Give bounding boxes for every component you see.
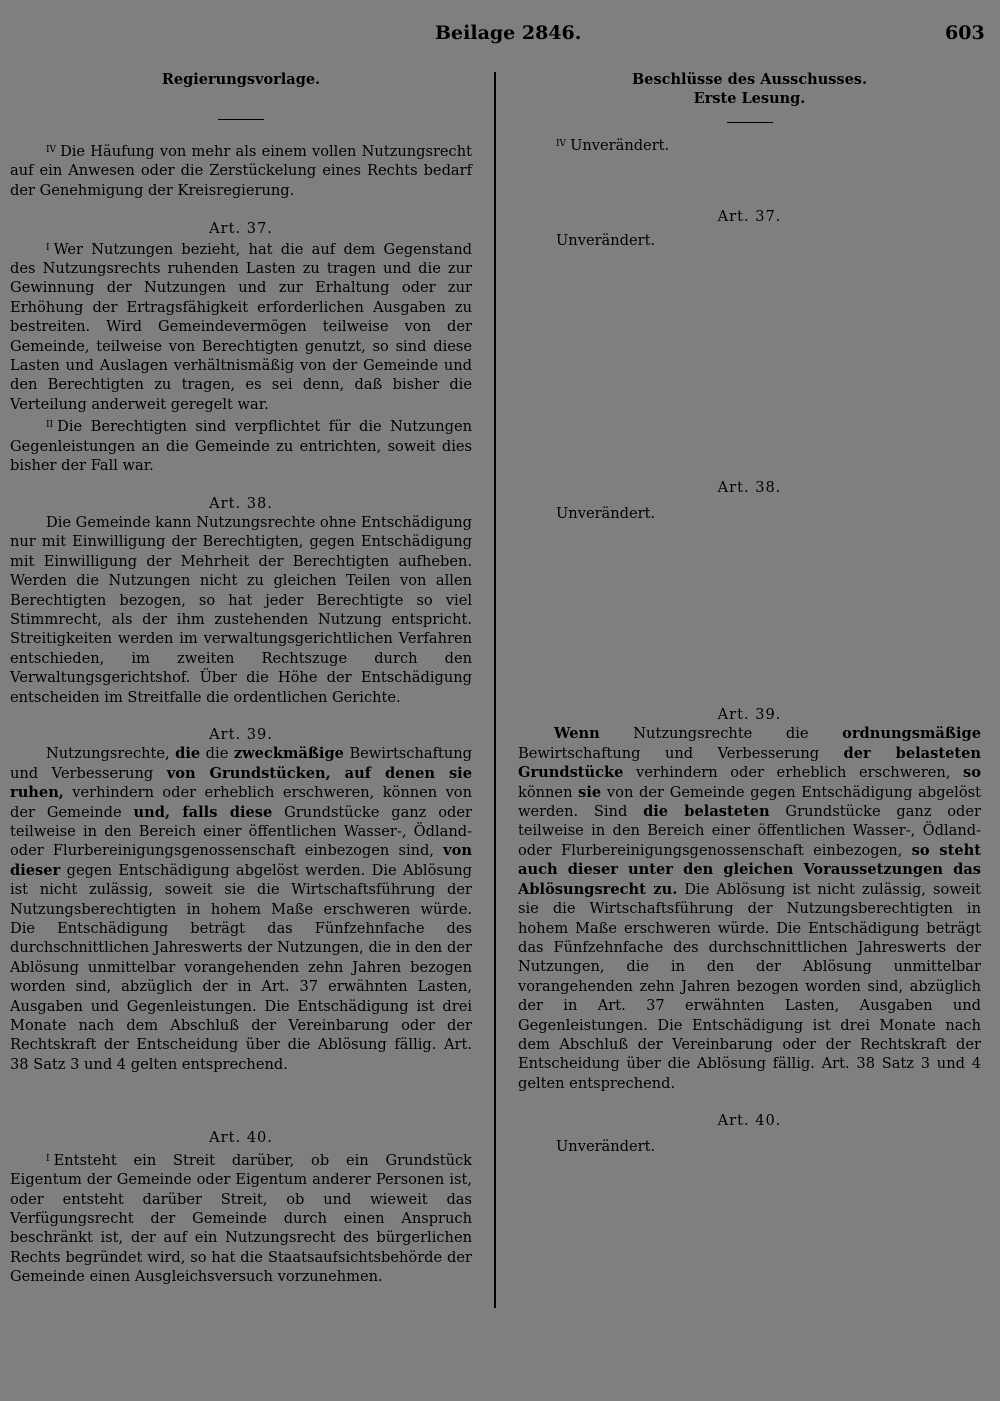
text-span: Bewirtschaftung und Verbesserung [518,744,844,762]
article-37-title: Art. 37. [209,220,273,238]
text-span: gegen Entschädigung abgelöst werden. Die Ablösung ist nicht zulässig, soweit sie die Wirtschaftsführung der Nutzungsberechtigten in hohem Maße erschweren würde. Die Entschädigung beträgt das Fünfzehnfache des durchschnittlichen Jahreswerts der Nutzungen, die in den der Ablösung unmittelbar vorangehenden zehn Jahren bezogen worden sind, abzüglich der in Art. 37 erwähnten Lasten, Ausgaben und Gegenleistungen. Die Entschädigung ist drei Monate nach dem Abschluß der Vereinbarung oder der Rechtskraft der Entscheidung über die Ablösung fällig. Art. 38 Satz 3 und 4 gelten entsprechend. [10,861,472,1073]
article-40-paragraph-1 [10,1150,472,1287]
paragraph-iv [518,135,981,155]
paragraph-text: Wer Nutzungen bezieht, hat die auf dem Gegenstand des Nutzungsrechts ruhenden Lasten zu tragen und die zur Gewinnung der Nutzungen und zur Erhaltung oder zur Erhöhung der Ertragsfähigkeit erforderlichen Ausgaben zu bestreiten. Wird Gemeindevermögen teilweise von der Gemeinde, teilweise von Berechtigten genutzt, so sind diese Lasten und Auslagen verhältnismäßig von der Gemeinde und den Berechtigten zu tragen, es sei denn, daß bisher die Verteilung anderweit geregelt war. [10,240,472,413]
paragraph-text: Die Häufung von mehr als einem vollen Nutzungsrecht auf ein Anwesen oder die Zerstückelung eines Rechts bedarf der Genehmigung der Kreisregierung. [10,143,472,199]
heading-rule [218,119,264,120]
bold-text: so steht auch dieser unter den gleichen Voraussetzungen das Ablösungsrecht zu. [518,841,981,898]
left-column-heading: Regierungsvorlage. [161,71,321,88]
text-span: verhindern oder erheblich erschweren, können von der Gemeinde [10,784,472,821]
article-37-title: Art. 37. [717,208,782,226]
text-span: Die Ablösung ist nicht zulässig, soweit sie die Wirtschaftsführung der Nutzungsberechtigten in hohem Maße erschweren würde. Die Entschädigung beträgt das Fünfzehnfache des durchschnittlichen Jahreswerts der Nutzungen, die in den der Ablösung unmittelbar vorangehenden zehn Jahren bezogen worden sind, abzüglich der in Art. 37 erwähnten Lasten, Ausgaben und Gegenleistungen. Die Entschädigung ist drei Monate nach dem Abschluß der Vereinbarung oder der Rechtskraft der Entscheidung über die Ablösung fällig. Art. 38 Satz 3 und 4 gelten entsprechend. [518,880,981,1092]
paragraph-number: I [46,242,50,253]
paragraph-text: Unverändert. [570,137,670,154]
text-span: Nutzungsrechte, [46,745,176,763]
bold-text: von Grundstücken, auf denen sie ruhen, [10,764,472,802]
article-37-paragraph-2 [10,416,472,475]
bold-text: der belasteten Grundstücke [518,744,981,782]
article-38-title: Art. 38. [717,479,782,497]
article-38-paragraph: Die Gemeinde kann Nutzungsrechte ohne Entschädigung nur mit Einwilligung der Berechtigten, gegen Entschädigung mit Einwilligung der Mehrheit der Berechtigten aufheben. Werden die Nutzungen nicht zu gleichen Teilen von allen Berechtigten bezogen, so hat jeder Berechtigte so viel Stimmrecht, als der ihm zustehenden Nutzung entspricht. Streitigkeiten werden im verwaltungsgerichtlichen Verfahren entschieden, im zweiten Rechtszuge durch den Verwaltungsgerichtshof. Über die Höhe der Entschädigung entscheiden im Streitfalle die ordentlichen Gerichte. [10,513,472,706]
paragraph-iv [10,141,472,200]
right-column [518,70,981,1156]
text-span: Bewirtschaftung und Verbesserung [10,745,472,782]
bold-text: und, falls diese [133,803,273,821]
paragraph-text: Die Berechtigten sind verpflichtet für die Nutzungen Gegenleistungen an die Gemeinde zu entrichten, soweit dies bisher der Fall war. [10,418,472,475]
text-span: Nutzungsrechte die [599,725,843,743]
article-37-paragraph: Unverändert. [556,231,656,249]
bold-text: von dieser [10,842,472,879]
article-38-title: Art. 38. [209,494,273,512]
paragraph-number: IV [556,139,567,149]
page-number: 603 [945,22,985,44]
column-divider [494,72,496,1308]
bold-text: sie [578,783,602,801]
heading-rule [727,122,773,123]
article-39-paragraph [518,724,981,1093]
bold-text: die [175,745,201,763]
bold-text: zweckmäßige [233,745,344,763]
right-column-heading: Beschlüsse des Ausschusses. [631,71,868,88]
paragraph-text: Entsteht ein Streit darüber, ob ein Grundstück Eigentum der Gemeinde oder Eigentum anderer Personen ist, oder entsteht darüber Streit, ob und wieweit das Verfügungsrecht der Gemeinde durch einen Anspruch beschränkt ist, der auf ein Nutzungsrecht des bürgerlichen Rechts begründet wird, so hat die Staatsaufsichtsbehörde der Gemeinde einen Ausgleichsversuch vorzunehmen. [10,1151,472,1286]
article-39-title: Art. 39. [717,706,782,724]
right-column-subheading: Erste Lesung. [693,90,806,107]
article-38-paragraph: Unverändert. [556,504,656,522]
page-title: Beilage 2846. [435,22,582,44]
bold-text: so [963,764,981,782]
bold-text: ordnungsmäßige [842,725,981,743]
article-40-paragraph: Unverändert. [556,1137,656,1155]
text-span: können [518,783,579,801]
text-span: von der Gemeinde gegen Entschädigung abgelöst werden. Sind [518,783,981,821]
bold-text: die belasteten [643,803,770,821]
text-span: Grundstücke ganz oder teilweise in den Bereich einer öffentlichen Wasser-, Ödland- oder Flurbereinigungsgenossenschaft einbezogen, [518,803,982,859]
paragraph-number: IV [46,145,57,155]
text-span: Grundstücke ganz oder teilweise in den Bereich einer öffentlichen Wasser-, Ödland- oder Flurbereinigungsgenossenschaft einbezogen sind, [10,803,472,860]
paragraph-number: II [46,420,54,431]
paragraph-number: I [46,1153,50,1164]
bold-text: Wenn [554,725,600,743]
article-37-paragraph-1 [10,239,472,415]
text-span: die [200,745,234,763]
article-40-title: Art. 40. [717,1112,782,1130]
left-column [10,70,472,1287]
article-39-paragraph [10,744,472,1074]
article-39-title: Art. 39. [209,725,273,743]
page-header [0,22,1000,52]
text-span: verhindern oder erheblich erschweren, [623,764,964,782]
article-40-title: Art. 40. [209,1129,273,1147]
